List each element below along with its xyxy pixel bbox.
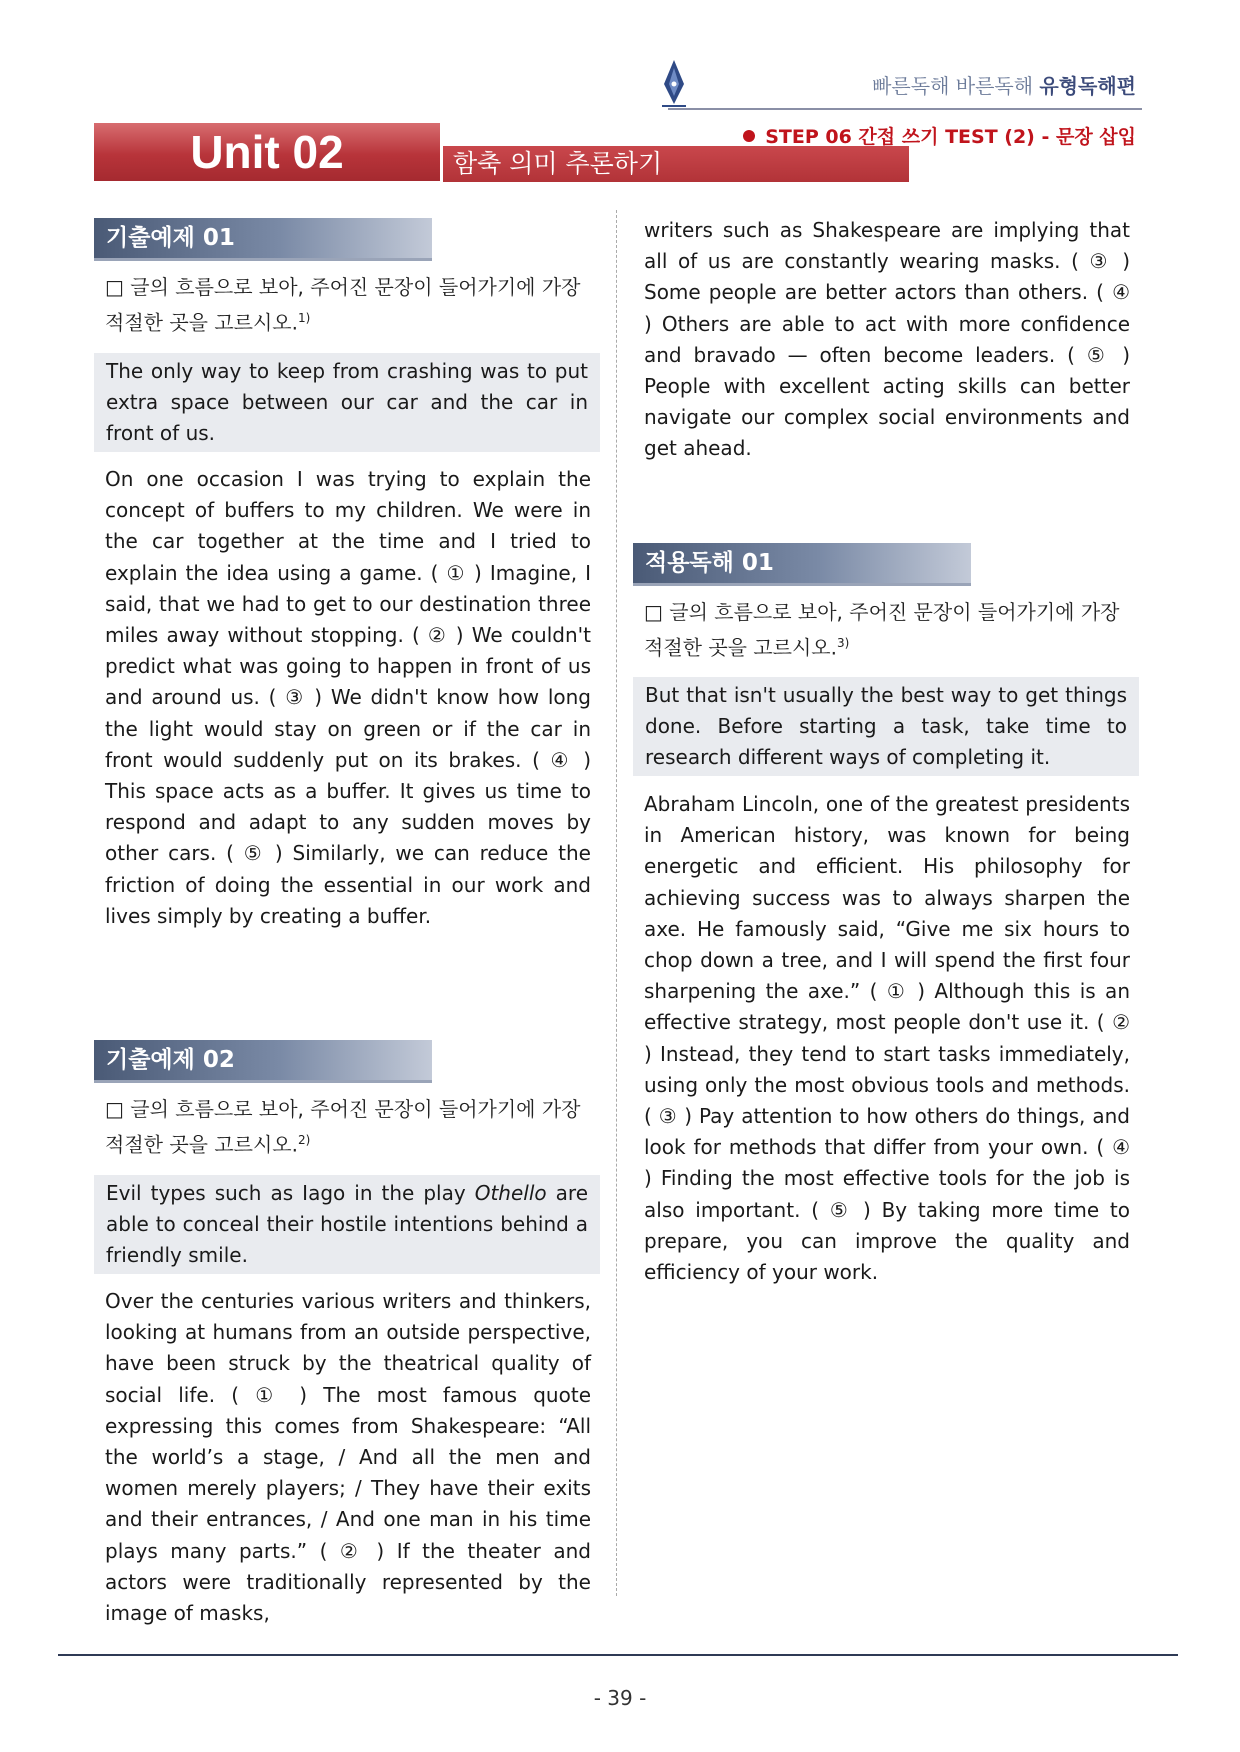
question-app1 [644,597,1144,664]
given-sentence-ex1: The only way to keep from crashing was to put extra space between our car and the car in front of us. [94,353,600,452]
given-text-a: Evil types such as Iago in the play [106,1181,475,1205]
column-divider [616,210,617,1596]
question-text: □ 글의 흐름으로 보아, 주어진 문장이 들어가기에 가장 적절한 곳을 고르시오. [105,275,581,335]
unit-topic: 함축 의미 추론하기 [443,146,909,182]
step-heading [718,122,1136,149]
given-text-b: are able to conceal their hostile intentions behind a friendly smile. [106,1181,588,1267]
page-number: - 39 - [593,1686,647,1710]
play-title: Othello [474,1181,547,1205]
question-text: □ 글의 흐름으로 보아, 주어진 문장이 들어가기에 가장 적절한 곳을 고르시오. [644,600,1120,660]
footnote-mark: 1) [297,311,311,325]
question-ex1 [105,272,605,339]
bullet-dot-icon [743,130,755,142]
question-text: □ 글의 흐름으로 보아, 주어진 문장이 들어가기에 가장 적절한 곳을 고르시오. [105,1097,581,1157]
footnote-mark: 3) [836,636,850,650]
passage-ex2-right: writers such as Shakespeare are implying that all of us are constantly wearing masks. ( ③ ) Some people are better actors than others. ( ④ ) Others are able to act with more confidence and bravado — often become leaders. ( ⑤ ) People with excellent acting skills can better navigate our complex social environments and get ahead. [644,218,1130,461]
series-part: 유형독해편 [1039,74,1136,98]
step-text: STEP 06 간접 쓰기 TEST (2) - 문장 삽입 [765,126,1136,148]
pen-nib-logo-icon [660,58,688,108]
unit-title: Unit 02 [94,123,440,181]
section-label-ex2: 기출예제 02 [94,1040,432,1080]
section-label-app1: 적용독해 01 [633,543,971,583]
passage-ex1: On one occasion I was trying to explain the concept of buffers to my children. We were in the car together at the time and I tried to explain the idea using a game. ( ① ) Imagine, I said, that we had to get to our destination three miles away without stopping. ( ② ) We couldn't predict what was going to happen in front of us and around us. ( ③ ) We didn't know how long the light would stay on green or if the car in front would suddenly put on its brakes. ( ④ ) This space acts as a buffer. It gives us time to respond and adapt to any sudden moves by other cars. ( ⑤ ) Similarly, we can reduce the friction of doing the essential in our work and lives simply by creating a buffer. [105,467,591,928]
passage-app1: Abraham Lincoln, one of the greatest presidents in American history, was known for being energetic and efficient. His philosophy for achieving success was to always sharpen the axe. He famously said, “Give me six hours to chop down a tree, and I will spend the first four sharpening the axe.” ( ① ) Although this is an effective strategy, most people don't use it. ( ② ) Instead, they tend to start tasks immediately, using only the most obvious tools and methods. ( ③ ) Pay attention to how others do things, and look for methods that differ from your own. ( ④ ) Finding the most effective tools for the job is also important. ( ⑤ ) By taking more time to prepare, you can improve the quality and efficiency of your work. [644,792,1130,1285]
given-sentence-app1: But that isn't usually the best way to get things done. Before starting a task, take time to research different ways of completing it. [633,677,1139,776]
header-rule [668,108,1142,110]
question-ex2 [105,1094,605,1161]
section-label-ex1: 기출예제 01 [94,218,432,258]
series-name: 빠른독해 바른독해 [872,74,1034,98]
passage-ex2-left: Over the centuries various writers and thinkers, looking at humans from an outside perspective, have been struck by the theatrical quality of social life. ( ① ) The most famous quote expressing this comes from Shakespeare: “All the world’s a stage, / And all the men and women merely players; / They have their exits and their entrances, / And one man in his time plays many parts.” ( ② ) If the theater and actors were traditionally represented by the image of masks, [105,1289,591,1626]
series-title [700,70,1136,99]
given-sentence-ex2 [94,1175,600,1274]
footnote-mark: 2) [297,1133,311,1147]
footer-rule [58,1654,1178,1656]
